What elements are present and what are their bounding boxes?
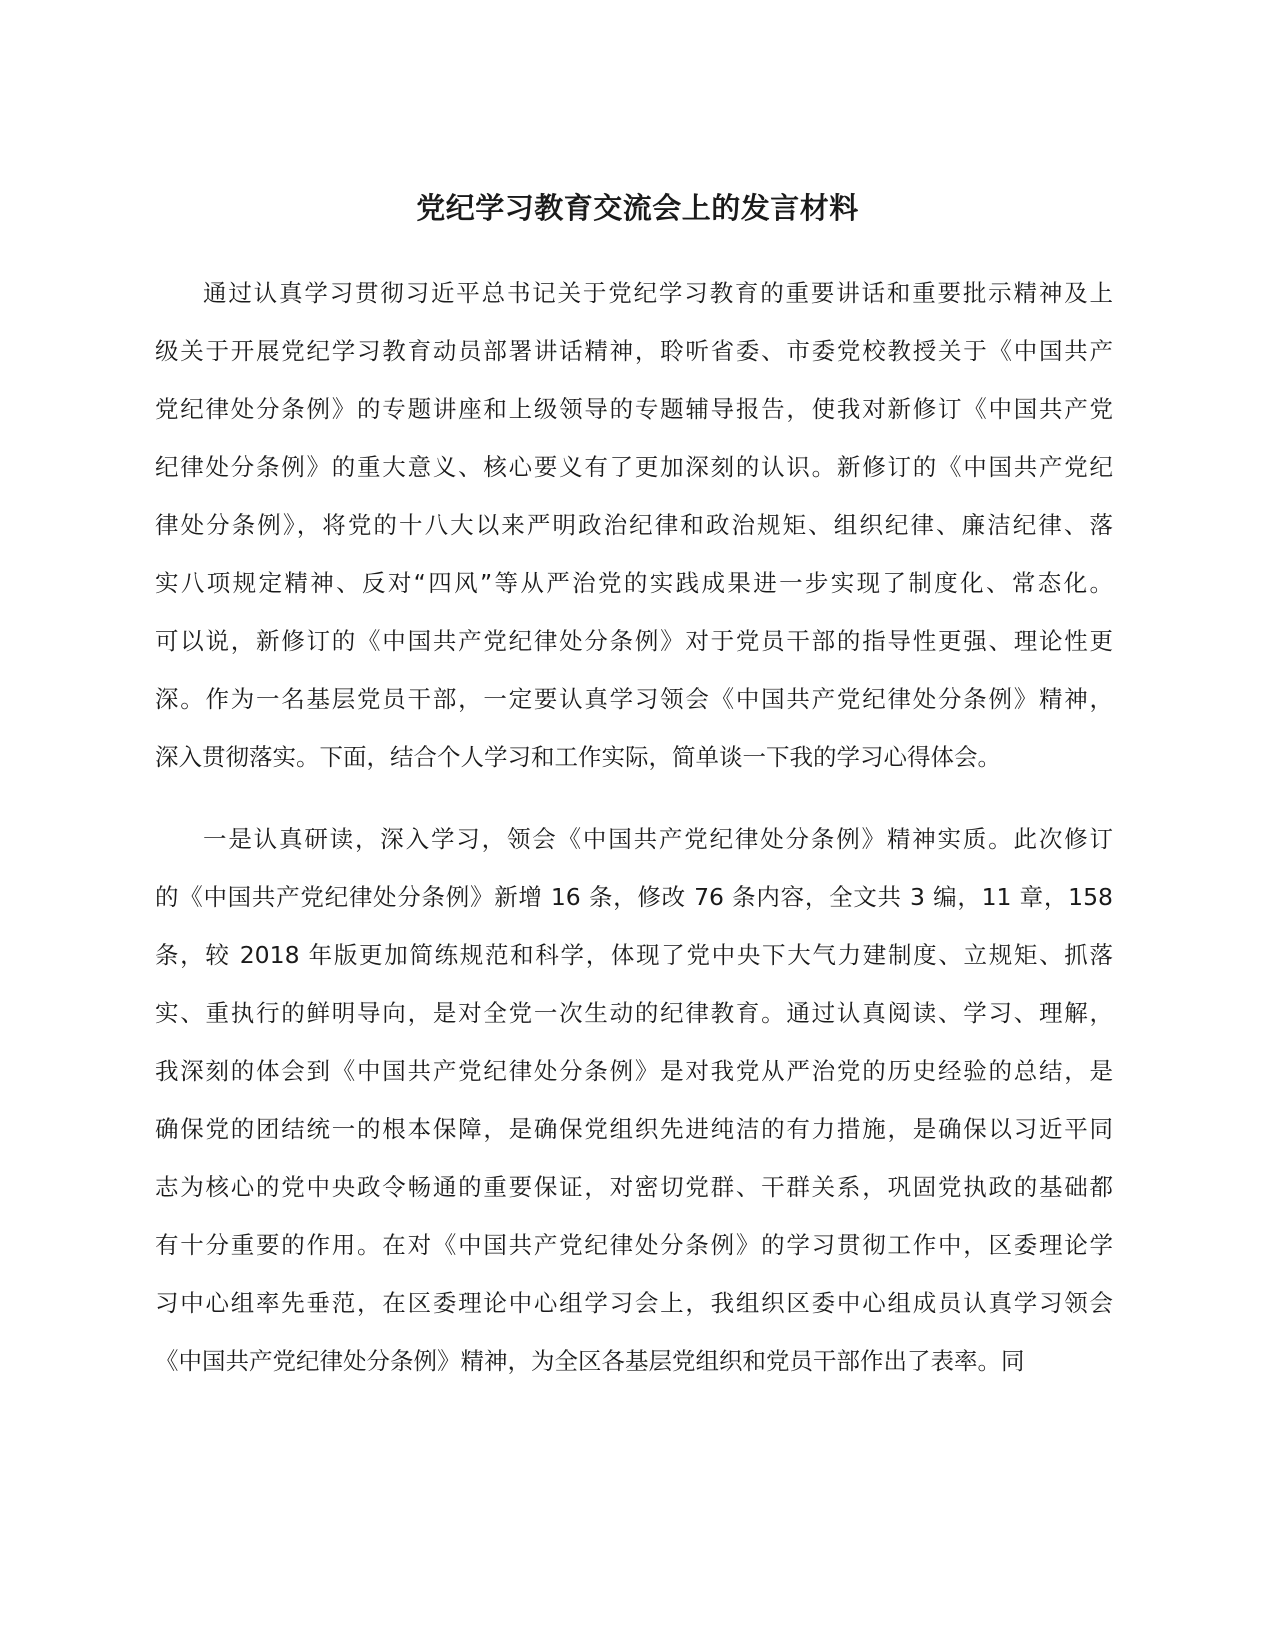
paragraph-line: 可以说，新修订的《中国共产党纪律处分条例》对于党员干部的指导性更强、理论性更 xyxy=(155,627,1113,655)
paragraph-line: 党纪律处分条例》的专题讲座和上级领导的专题辅导报告，使我对新修订《中国共产党 xyxy=(155,395,1113,423)
paragraph-line: 的《中国共产党纪律处分条例》新增 16 条，修改 76 条内容，全文共 3 编，11 章，158 xyxy=(155,883,1113,911)
paragraph-line: 志为核心的党中央政令畅通的重要保证，对密切党群、干群关系，巩固党执政的基础都 xyxy=(155,1173,1113,1201)
paragraph-line: 律处分条例》，将党的十八大以来严明政治纪律和政治规矩、组织纪律、廉洁纪律、落 xyxy=(155,511,1113,539)
paragraph-line: 一是认真研读，深入学习，领会《中国共产党纪律处分条例》精神实质。此次修订 xyxy=(203,825,1113,853)
paragraph-line: 习中心组率先垂范，在区委理论中心组学习会上，我组织区委中心组成员认真学习领会 xyxy=(155,1289,1113,1317)
paragraph-1 xyxy=(155,264,1113,786)
paragraph-line: 级关于开展党纪学习教育动员部署讲话精神，聆听省委、市委党校教授关于《中国共产 xyxy=(155,337,1113,365)
paragraph-line: 确保党的团结统一的根本保障，是确保党组织先进纯洁的有力措施，是确保以习近平同 xyxy=(155,1115,1113,1143)
document-title: 党纪学习教育交流会上的发言材料 xyxy=(416,191,859,225)
paragraph-line: 实八项规定精神、反对“四风”等从严治党的实践成果进一步实现了制度化、常态化。 xyxy=(155,569,1113,597)
paragraph-line: 深入贯彻落实。下面，结合个人学习和工作实际，简单谈一下我的学习心得体会。 xyxy=(155,743,1001,771)
paragraph-line: 有十分重要的作用。在对《中国共产党纪律处分条例》的学习贯彻工作中，区委理论学 xyxy=(155,1231,1113,1259)
paragraph-line: 深。作为一名基层党员干部，一定要认真学习领会《中国共产党纪律处分条例》精神， xyxy=(155,685,1113,713)
paragraph-line: 通过认真学习贯彻习近平总书记关于党纪学习教育的重要讲话和重要批示精神及上 xyxy=(203,279,1113,307)
paragraph-2 xyxy=(155,810,1113,1390)
paragraph-line: 实、重执行的鲜明导向，是对全党一次生动的纪律教育。通过认真阅读、学习、理解， xyxy=(155,999,1113,1027)
paragraph-line: 条，较 2018 年版更加简练规范和科学，体现了党中央下大气力建制度、立规矩、抓落 xyxy=(155,941,1113,969)
paragraph-line: 纪律处分条例》的重大意义、核心要义有了更加深刻的认识。新修订的《中国共产党纪 xyxy=(155,453,1113,481)
paragraph-line: 《中国共产党纪律处分条例》精神，为全区各基层党组织和党员干部作出了表率。同 xyxy=(155,1347,1025,1375)
paragraph-line: 我深刻的体会到《中国共产党纪律处分条例》是对我党从严治党的历史经验的总结，是 xyxy=(155,1057,1113,1085)
